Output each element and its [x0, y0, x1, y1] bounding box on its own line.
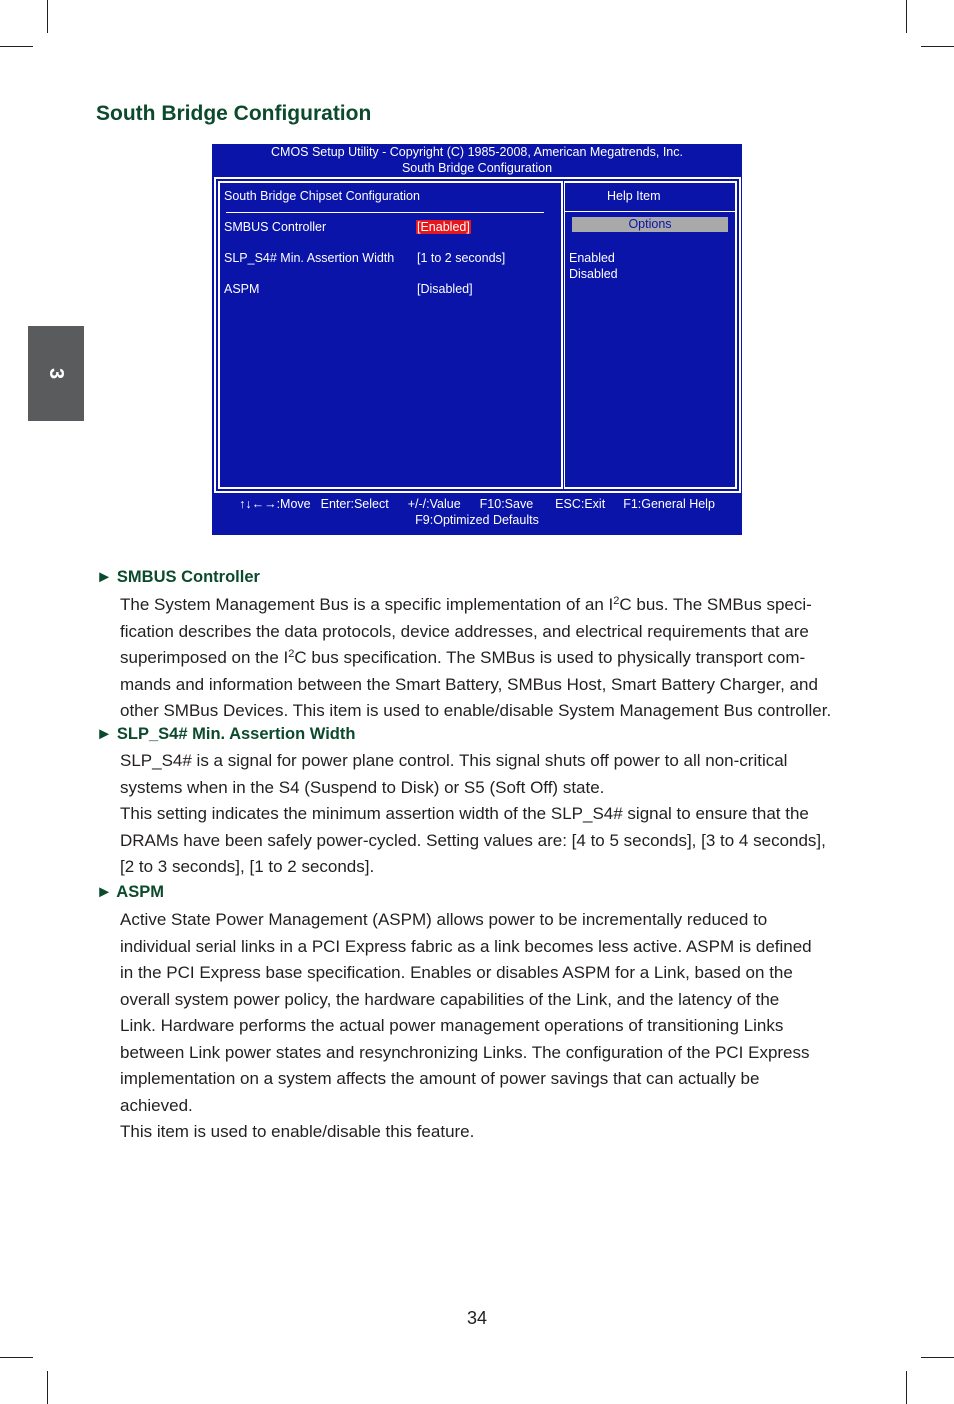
crop-mark [0, 46, 33, 47]
options-header: Options [572, 217, 728, 232]
text-line: implementation on a system affects the amount of power savings that can actually be [120, 1069, 760, 1088]
text-line: individual serial links in a PCI Express fabric as a link becomes less active. ASPM is defined [120, 936, 812, 956]
option-disabled[interactable]: Disabled [569, 267, 618, 281]
footer-defaults-hint: F9:Optimized Defaults [415, 513, 539, 527]
page-title: South Bridge Configuration [96, 102, 372, 125]
chapter-number: 3 [45, 367, 68, 380]
footer-move-hint: ↑↓←→:Move [239, 497, 311, 511]
text-line: This item is used to enable/disable this feature. [120, 1122, 475, 1141]
text-line: overall system power policy, the hardware capabilities of the Link, and the latency of the [120, 989, 780, 1009]
crop-mark [921, 1357, 954, 1358]
page-number: 34 [466, 1308, 488, 1328]
section-heading-aspm: ► ASPM [96, 883, 164, 901]
bios-item-label-smbus[interactable]: SMBUS Controller [224, 220, 327, 234]
text-line: [2 to 3 seconds], [1 to 2 seconds]. [120, 857, 375, 876]
selected-value[interactable]: [Enabled] [417, 220, 470, 234]
text-line: Link. Hardware performs the actual power management operations of transitioning Links [120, 1016, 784, 1035]
text-line: This setting indicates the minimum assertion width of the SLP_S4# signal to ensure that the [120, 804, 809, 823]
text-line: other SMBus Devices. This item is used to enable/disable System Management Bus controller. [120, 701, 832, 720]
text-line: in the PCI Express base specification. Enables or disables ASPM for a Link, based on the [120, 963, 793, 982]
text-line: achieved. [120, 1095, 193, 1115]
bios-header [212, 144, 742, 176]
bios-item-label-slp-s4[interactable]: SLP_S4# Min. Assertion Width [224, 251, 395, 265]
section-heading-slp-s4: ► SLP_S4# Min. Assertion Width [96, 725, 356, 743]
text-line: SLP_S4# is a signal for power plane control. This signal shuts off power to all non-critical [120, 751, 788, 770]
text-line: fication describes the data protocols, device addresses, and electrical requirements that are [120, 621, 809, 641]
footer-value-hint: +/-/:Value [407, 497, 461, 511]
text-line: DRAMs have been safely power-cycled. Setting values are: [4 to 5 seconds], [3 to 4 seconds], [120, 830, 826, 850]
text-line: systems when in the S4 (Suspend to Disk) or S5 (Soft Off) state. [120, 777, 605, 797]
crop-mark [906, 1371, 907, 1404]
chapter-tab [28, 326, 84, 421]
divider [565, 211, 736, 212]
text-line: Active State Power Management (ASPM) allows power to be incrementally reduced to [120, 910, 768, 929]
footer-save-hint: F10:Save [479, 497, 534, 511]
section-body-smbus [120, 592, 865, 725]
help-item-title: Help Item [607, 189, 661, 203]
text-line: between Link power states and resynchronizing Links. The configuration of the PCI Express [120, 1042, 810, 1062]
crop-mark [47, 0, 48, 33]
bios-item-label-aspm[interactable]: ASPM [224, 282, 260, 296]
footer-help-hint: F1:General Help [623, 497, 715, 511]
bios-footer [212, 496, 742, 528]
bios-header-screen-title: South Bridge Configuration [401, 161, 553, 175]
crop-mark [906, 0, 907, 33]
crop-mark [0, 1357, 33, 1358]
text-line: superimposed on the $I^2C$ bus specification. The SMBus is used to physically transport com- [120, 648, 806, 667]
crop-mark [921, 46, 954, 47]
bios-item-value-aspm[interactable]: [Disabled] [417, 282, 473, 296]
option-enabled[interactable]: Enabled [569, 251, 615, 265]
crop-mark [47, 1371, 48, 1404]
footer-exit-hint: ESC:Exit [555, 497, 606, 511]
section-heading-smbus: ► SMBUS Controller [96, 568, 260, 586]
section-body-aspm [120, 907, 865, 1146]
bios-item-value-smbus[interactable] [416, 220, 471, 234]
footer-enter-hint: Enter:Select [320, 497, 389, 511]
divider [226, 212, 544, 213]
text-line: The System Management Bus is a specific implementation of an $I^2C$ bus. The SMBus speci- [120, 595, 812, 614]
section-body-slp-s4 [120, 748, 865, 881]
text-line: mands and information between the Smart Battery, SMBus Host, Smart Battery Charger, and [120, 674, 818, 694]
bios-header-copyright: CMOS Setup Utility - Copyright (C) 1985-2008, American Megatrends, Inc. [271, 145, 683, 159]
bios-section-title: South Bridge Chipset Configuration [224, 189, 420, 203]
bios-item-value-slp-s4[interactable]: [1 to 2 seconds] [417, 251, 506, 265]
